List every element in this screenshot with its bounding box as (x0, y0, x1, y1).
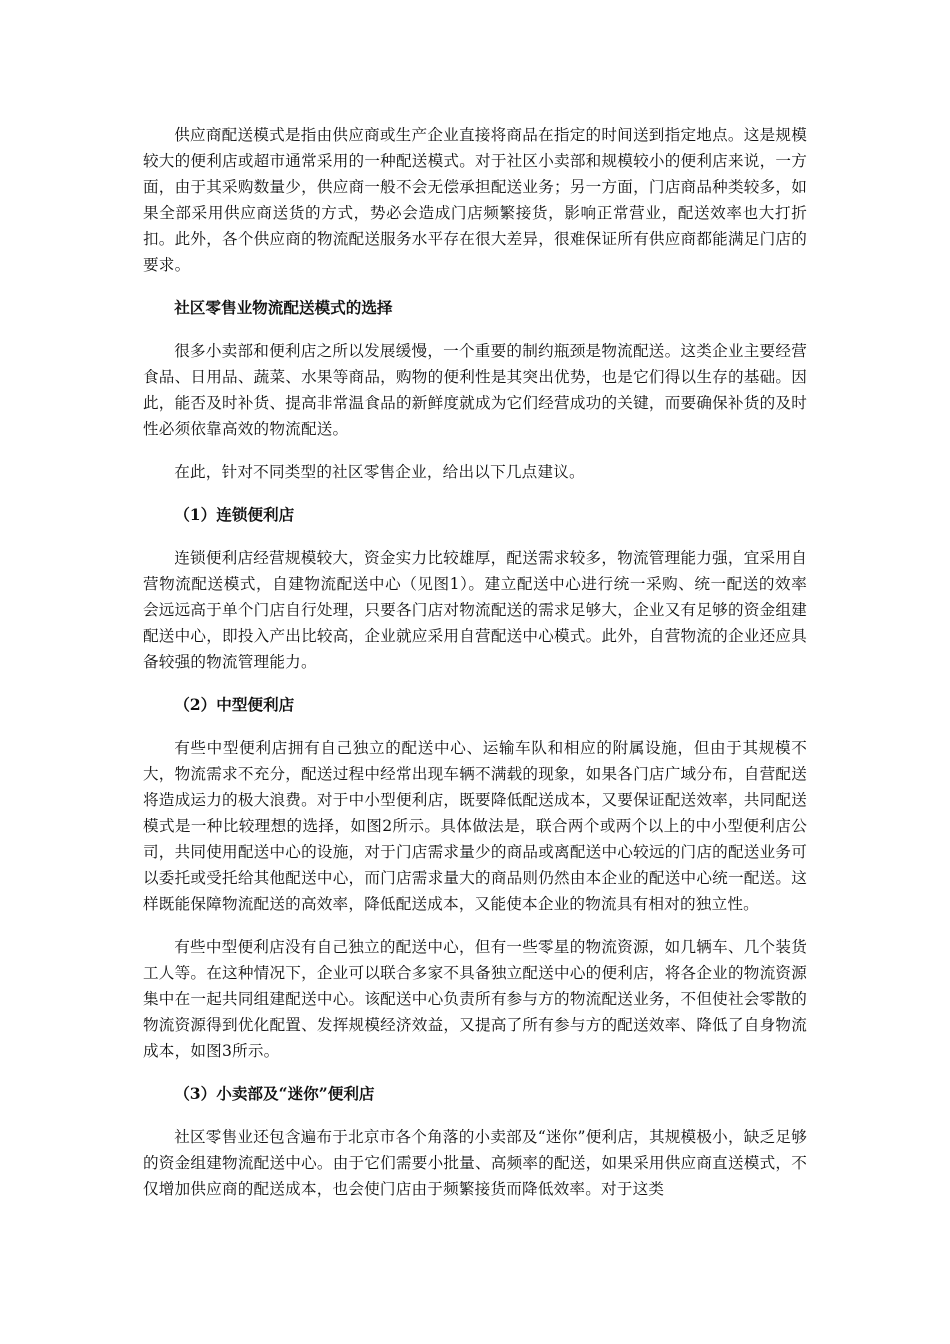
paragraph-supplier-delivery-mode: 供应商配送模式是指由供应商或生产企业直接将商品在指定的时间送到指定地点。这是规模较大的便利店或超市通常采用的一种配送模式。对于社区小卖部和规模较小的便利店来说，一方面，由于其采购数量少，供应商一般不会无偿承担配送业务；另一方面，门店商品种类较多，如果全部采用供应商送货的方式，势必会造成门店频繁接货，影响正常营业，配送效率也大打折扣。此外，各个供应商的物流配送服务水平存在很大差异，很难保证所有供应商都能满足门店的要求。 (143, 126, 807, 274)
subheading-medium-convenience-store: （2）中型便利店 (174, 695, 295, 714)
document-body (143, 122, 807, 1219)
subheading-small-shop-mini-store: （3）小卖部及“迷你”便利店 (174, 1084, 375, 1103)
subheading-chain-convenience-store: （1）连锁便利店 (174, 505, 295, 524)
paragraph-small-shop-delivery: 社区零售业还包含遍布于北京市各个角落的小卖部及“迷你”便利店，其规模极小，缺乏足够的资金组建物流配送中心。由于它们需要小批量、高频率的配送，如果采用供应商直送模式，不仅增加供应商的配送成本，也会使门店由于频繁接货而降低效率。对于这类 (143, 1128, 807, 1198)
paragraph-medium-store-joint-delivery: 有些中型便利店拥有自己独立的配送中心、运输车队和相应的附属设施，但由于其规模不大，物流需求不充分，配送过程中经常出现车辆不满载的现象，如果各门店广域分布，自营配送将造成运力的极大浪费。对于中小型便利店，既要降低配送成本，又要保证配送效率，共同配送模式是一种比较理想的选择，如图2所示。具体做法是，联合两个或两个以上的中小型便利店公司，共同使用配送中心的设施，对于门店需求量少的商品或离配送中心较远的门店的配送业务可以委托或受托给其他配送中心，而门店需求量大的商品则仍然由本企业的配送中心统一配送。这样既能保障物流配送的高效率，降低配送成本，又能使本企业的物流具有相对的独立性。 (143, 739, 807, 913)
paragraph-suggestions-intro: 在此，针对不同类型的社区零售企业，给出以下几点建议。 (174, 463, 585, 481)
paragraph-medium-store-shared-center: 有些中型便利店没有自己独立的配送中心，但有一些零星的物流资源，如几辆车、几个装货工人等。在这种情况下，企业可以联合多家不具备独立配送中心的便利店，将各企业的物流资源集中在一起共同组建配送中心。该配送中心负责所有参与方的物流配送业务，不但使社会零散的物流资源得到优化配置、发挥规模经济效益，又提高了所有参与方的配送效率、降低了自身物流成本，如图3所示。 (143, 938, 807, 1060)
paragraph-chain-store-self-operated: 连锁便利店经营规模较大，资金实力比较雄厚，配送需求较多，物流管理能力强，宜采用自营物流配送模式，自建物流配送中心（见图1）。建立配送中心进行统一采购、统一配送的效率会远远高于单个门店自行处理，只要各门店对物流配送的需求足够大，企业又有足够的资金组建配送中心，即投入产出比较高，企业就应采用自营配送中心模式。此外，自营物流的企业还应具备较强的物流管理能力。 (143, 549, 807, 671)
section-heading-mode-selection: 社区零售业物流配送模式的选择 (174, 298, 393, 317)
paragraph-development-bottleneck: 很多小卖部和便利店之所以发展缓慢，一个重要的制约瓶颈是物流配送。这类企业主要经营食品、日用品、蔬菜、水果等商品，购物的便利性是其突出优势，也是它们得以生存的基础。因此，能否及时补货、提高非常温食品的新鲜度就成为它们经营成功的关键，而要确保补货的及时性必须依靠高效的物流配送。 (143, 342, 807, 438)
